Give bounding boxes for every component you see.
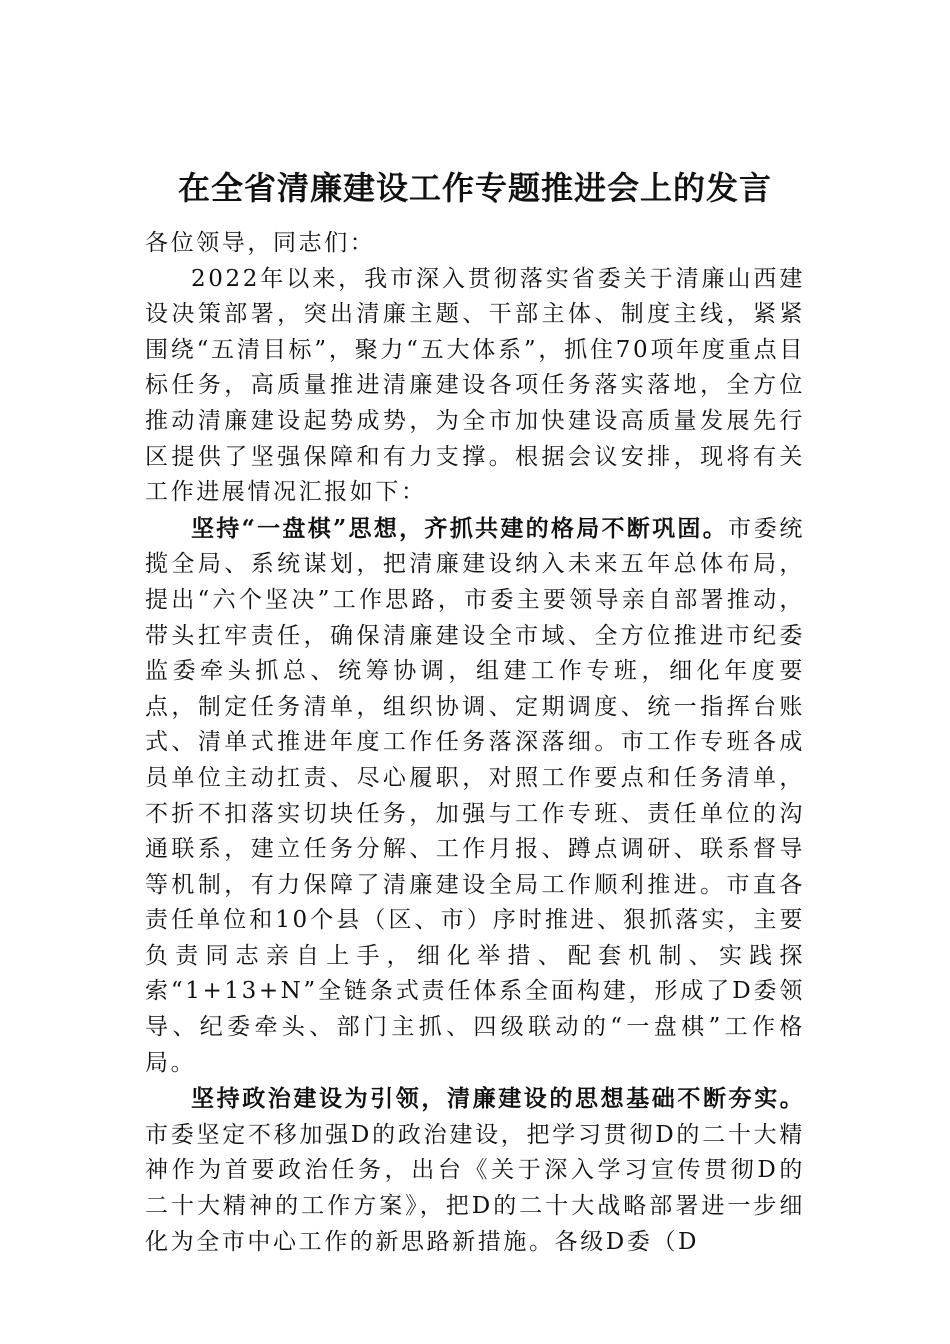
paragraph-text: 市委坚定不移加强D的政治建设，把学习贯彻D的二十大精神作为首要政治任务，出台《关于深入学习宣传贯彻D的二十大精神的工作方案》，把D的二十大战略部署进一步细化为全市中心工作的新思路新措施。各级D委（D xyxy=(145,1121,805,1255)
section-heading: 坚持政治建设为引领，清廉建设的思想基础不断夯实。 xyxy=(191,1085,805,1113)
salutation: 各位领导，同志们： xyxy=(145,230,376,256)
document-title: 在全省清廉建设工作专题推进会上的发言 xyxy=(177,169,772,207)
document-body xyxy=(145,226,805,1260)
paragraph-intro xyxy=(145,262,805,511)
paragraph-section-1 xyxy=(145,511,805,1082)
paragraph-section-2 xyxy=(145,1081,805,1260)
paragraph-text: 2022年以来，我市深入贯彻落实省委关于清廉山西建设决策部署，突出清廉主题、干部主体、制度主线，紧紧围绕“五清目标”，聚力“五大体系”，抓住70项年度重点目标任务，高质量推进清廉建设各项任务落实落地，全方位推动清廉建设起势成势，为全市加快建设高质量发展先行区提供了坚强保障和有力支撑。根据会议安排，现将有关工作进展情况汇报如下： xyxy=(145,265,805,506)
section-heading: 坚持“一盘棋”思想，齐抓共建的格局不断巩固。 xyxy=(191,514,728,542)
paragraph-text: 市委统揽全局、系统谋划，把清廉建设纳入未来五年总体布局，提出“六个坚决”工作思路，市委主要领导亲自部署推动，带头扛牢责任，确保清廉建设全市域、全方位推进市纪委监委牵头抓总、统筹协调，组建工作专班，细化年度要点，制定任务清单，组织协调、定期调度、统一指挥台账式、清单式推进年度工作任务落深落细。市工作专班各成员单位主动扛责、尽心履职，对照工作要点和任务清单，不折不扣落实切块任务，加强与工作专班、责任单位的沟通联系，建立任务分解、工作月报、蹲点调研、联系督导等机制，有力保障了清廉建设全局工作顺利推进。市直各责任单位和10个县（区、市）序时推进、狠抓落实，主要负责同志亲自上手，细化举措、配套机制、实践探索“1+13+N”全链条式责任体系全面构建，形成了D委领导、纪委牵头、部门主抓、四级联动的“一盘棋”工作格局。 xyxy=(145,515,805,1076)
